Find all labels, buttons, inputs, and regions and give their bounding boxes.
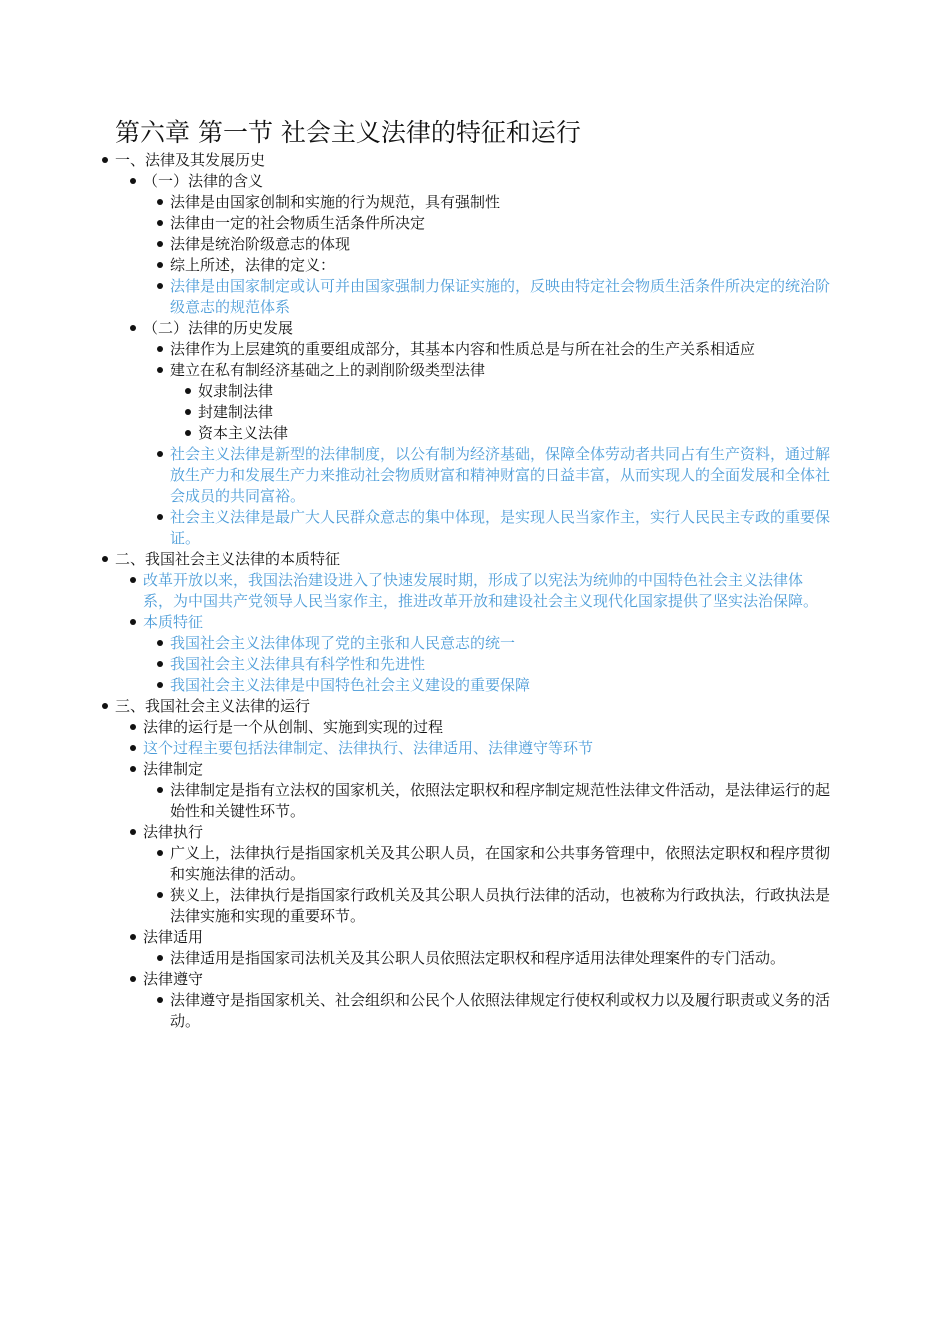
list-item-text: 法律遵守是指国家机关、社会组织和公民个人依照法律规定行使权利或权力以及履行职责或义务的活动。 — [170, 991, 831, 1030]
item-list — [143, 948, 830, 969]
list-item — [170, 255, 830, 276]
subsection — [143, 759, 830, 822]
subsection — [143, 822, 830, 927]
list-item-highlight — [170, 444, 830, 507]
section-heading: 二、我国社会主义法律的本质特征 — [115, 550, 341, 568]
list-item — [170, 360, 830, 444]
list-item-highlight — [170, 675, 830, 696]
nested-list — [170, 381, 830, 444]
subsection-heading: 法律的运行是一个从创制、实施到实现的过程 — [143, 718, 444, 736]
list-item-text: 综上所述，法律的定义： — [170, 256, 336, 274]
list-item — [170, 213, 830, 234]
list-item-text: 法律适用是指国家司法机关及其公职人员依照法定职权和程序适用法律处理案件的专门活动。 — [170, 949, 786, 967]
list-item-highlight — [170, 633, 830, 654]
nested-item-text: 封建制法律 — [198, 403, 274, 421]
list-item-text: 广义上，法律执行是指国家机关及其公职人员，在国家和公共事务管理中，依照法定职权和程序贯彻和实施法律的活动。 — [170, 844, 831, 883]
item-list — [143, 843, 830, 927]
subsection-list — [115, 171, 830, 549]
subsection-heading: 法律遵守 — [143, 970, 204, 988]
nested-item — [198, 381, 830, 402]
page-title: 第六章 第一节 社会主义法律的特征和运行 — [115, 118, 581, 147]
list-item — [170, 843, 830, 885]
outline — [115, 150, 830, 1032]
subsection-highlight — [143, 570, 830, 612]
subsection-heading: 这个过程主要包括法律制定、法律执行、法律适用、法律遵守等环节 — [143, 739, 594, 757]
list-item — [170, 192, 830, 213]
section-heading: 一、法律及其发展历史 — [115, 151, 266, 169]
list-item-text: 狭义上，法律执行是指国家行政机关及其公职人员执行法律的活动，也被称为行政执法，行政执法是法律实施和实现的重要环节。 — [170, 886, 831, 925]
nested-item — [198, 423, 830, 444]
section-list — [115, 150, 830, 1032]
list-item-highlight — [170, 276, 830, 318]
item-list — [143, 990, 830, 1032]
section-3 — [115, 696, 830, 1032]
section-1 — [115, 150, 830, 549]
list-item — [170, 780, 830, 822]
subsection-highlight — [143, 612, 830, 696]
list-item-text: 法律是由国家创制和实施的行为规范，具有强制性 — [170, 193, 501, 211]
list-item-text: 社会主义法律是新型的法律制度，以公有制为经济基础，保障全体劳动者共同占有生产资料，通过解放生产力和发展生产力来推动社会物质财富和精神财富的日益丰富，从而实现人的全面发展和全体社会成员的共同富裕。 — [170, 445, 831, 505]
subsection — [143, 717, 830, 738]
list-item-text: 建立在私有制经济基础之上的剥削阶级类型法律 — [170, 361, 486, 379]
section-2 — [115, 549, 830, 696]
list-item-highlight — [170, 654, 830, 675]
item-list — [143, 192, 830, 318]
subsection-heading: 法律制定 — [143, 760, 204, 778]
list-item-text: 社会主义法律是最广大人民群众意志的集中体现，是实现人民当家作主，实行人民民主专政的重要保证。 — [170, 508, 831, 547]
subsection-heading: 本质特征 — [143, 613, 204, 631]
list-item-text: 我国社会主义法律具有科学性和先进性 — [170, 655, 426, 673]
subsection-heading: 法律适用 — [143, 928, 204, 946]
list-item — [170, 990, 830, 1032]
list-item-highlight — [170, 507, 830, 549]
list-item-text: 法律制定是指有立法权的国家机关，依照法定职权和程序制定规范性法律文件活动，是法律运行的起始性和关键性环节。 — [170, 781, 831, 820]
list-item — [170, 234, 830, 255]
nested-item-text: 资本主义法律 — [198, 424, 289, 442]
list-item-text: 我国社会主义法律体现了党的主张和人民意志的统一 — [170, 634, 516, 652]
item-list — [143, 339, 830, 549]
list-item-text: 法律是统治阶级意志的体现 — [170, 235, 351, 253]
list-item-text: 法律作为上层建筑的重要组成部分，其基本内容和性质总是与所在社会的生产关系相适应 — [170, 340, 756, 358]
subsection — [143, 927, 830, 969]
list-item-text: 法律由一定的社会物质生活条件所决定 — [170, 214, 426, 232]
list-item — [170, 339, 830, 360]
subsection-heading: 改革开放以来，我国法治建设进入了快速发展时期，形成了以宪法为统帅的中国特色社会主义法律体系，为中国共产党领导人民当家作主，推进改革开放和建设社会主义现代化国家提供了坚实法治保障。 — [143, 571, 819, 610]
section-heading: 三、我国社会主义法律的运行 — [115, 697, 311, 715]
subsection-heading: 法律执行 — [143, 823, 204, 841]
nested-item-text: 奴隶制法律 — [198, 382, 274, 400]
list-item-text: 我国社会主义法律是中国特色社会主义建设的重要保障 — [170, 676, 531, 694]
subsection-highlight — [143, 738, 830, 759]
subsection — [143, 318, 830, 549]
subsection-list — [115, 717, 830, 1032]
subsection — [143, 969, 830, 1032]
subsection-heading: （二）法律的历史发展 — [143, 319, 294, 337]
subsection-heading: （一）法律的含义 — [143, 172, 264, 190]
item-list — [143, 780, 830, 822]
subsection — [143, 171, 830, 318]
list-item-text: 法律是由国家制定或认可并由国家强制力保证实施的，反映由特定社会物质生活条件所决定的统治阶级意志的规范体系 — [170, 277, 831, 316]
subsection-list — [115, 570, 830, 696]
list-item — [170, 885, 830, 927]
list-item — [170, 948, 830, 969]
nested-item — [198, 402, 830, 423]
item-list — [143, 633, 830, 696]
